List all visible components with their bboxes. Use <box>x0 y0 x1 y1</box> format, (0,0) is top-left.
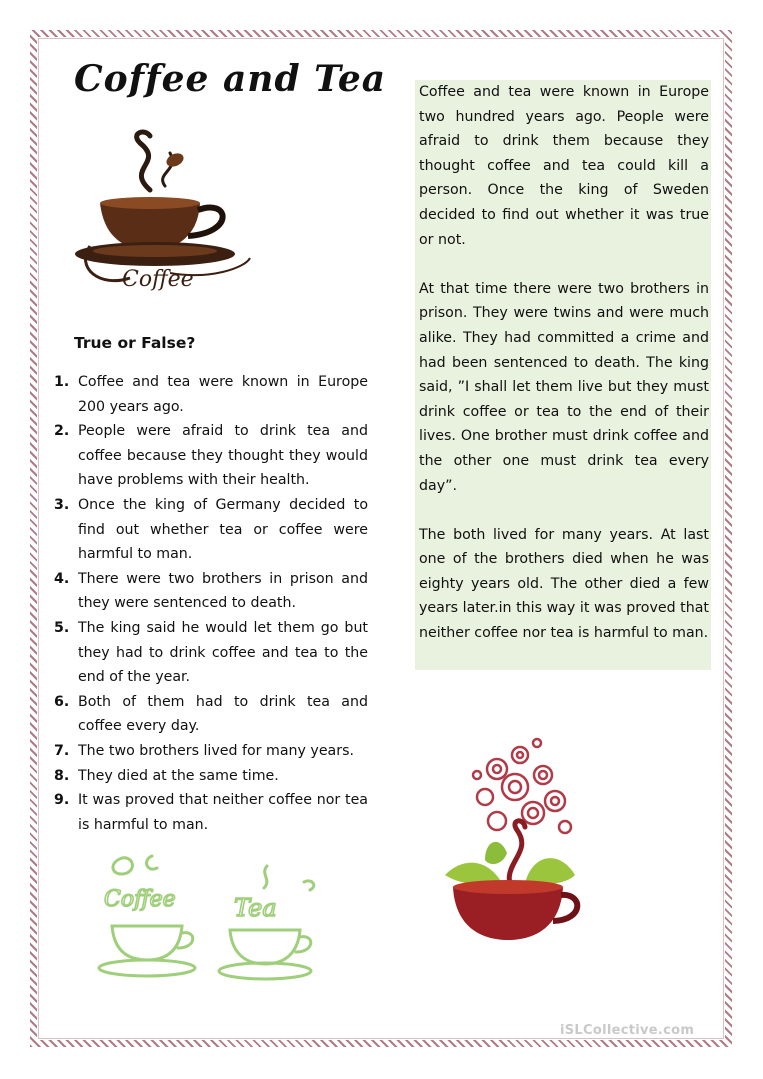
item-text: The two brothers lived for many years. <box>78 742 354 759</box>
list-item <box>50 764 368 789</box>
quiz-heading: True or False? <box>74 334 196 352</box>
item-text: Both of them had to drink tea and coffee every day. <box>78 693 368 735</box>
list-item <box>50 493 368 567</box>
list-item <box>50 739 368 764</box>
item-number: 8. <box>54 767 70 784</box>
tea-outline-cup-illustration <box>212 860 322 985</box>
reading-paragraph: Coffee and tea were known in Europe two hundred years ago. People were afraid to drink them because they thought coffee and tea could kill a person. Once the king of Sweden decided to find out whether it was true or not. <box>419 84 709 248</box>
coffee-logo-text: Coffee <box>122 267 194 292</box>
list-item <box>50 788 368 837</box>
item-number: 7. <box>54 742 70 759</box>
true-false-list <box>50 370 368 837</box>
list-item <box>50 567 368 616</box>
coffee-cup-illustration <box>70 128 260 308</box>
list-item <box>50 616 368 690</box>
reading-paragraph: At that time there were two brothers in prison. They were twins and were much alike. They had committed a crime and had been sentenced to death. The king said, ”I shall let them live but they must drink coffee or tea to the end of their lives. One brother must drink coffee and the other one must drink tea every day”. <box>419 280 709 494</box>
item-text: They died at the same time. <box>78 767 279 784</box>
tea-cup-illustration <box>425 735 595 950</box>
item-number: 4. <box>54 570 70 587</box>
item-number: 1. <box>54 374 70 390</box>
list-item <box>50 690 368 739</box>
item-text: Once the king of Germany decided to find out whether tea or coffee were harmful to man. <box>78 496 368 563</box>
item-number: 6. <box>54 693 70 710</box>
list-item <box>50 419 368 493</box>
coffee-outline-cup-illustration <box>92 848 202 983</box>
reading-paragraph: The both lived for many years. At last one of the brothers died when he was eighty years old. The other died a few years later.in this way it was proved that neither coffee nor tea is harmful to man. <box>419 526 709 642</box>
item-text: It was proved that neither coffee nor tea is harmful to man. <box>78 792 368 833</box>
list-item <box>50 370 368 419</box>
cup-script-right: Tea <box>234 894 277 922</box>
item-text: There were two brothers in prison and they were sentenced to death. <box>78 570 368 612</box>
item-text: Coffee and tea were known in Europe 200 years ago. <box>78 374 368 415</box>
watermark: iSLCollective.com <box>560 1023 695 1038</box>
item-number: 2. <box>54 423 70 440</box>
cup-script-left: Coffee <box>104 887 176 912</box>
item-number: 9. <box>54 792 70 809</box>
item-text: The king said he would let them go but they had to drink coffee and tea to the end of the year. <box>78 619 368 686</box>
reading-text <box>415 80 711 670</box>
item-text: People were afraid to drink tea and coffee because they thought they would have problems with their health. <box>78 423 368 489</box>
item-number: 5. <box>54 619 70 636</box>
item-number: 3. <box>54 496 70 513</box>
page-title: Coffee and Tea <box>74 58 387 100</box>
